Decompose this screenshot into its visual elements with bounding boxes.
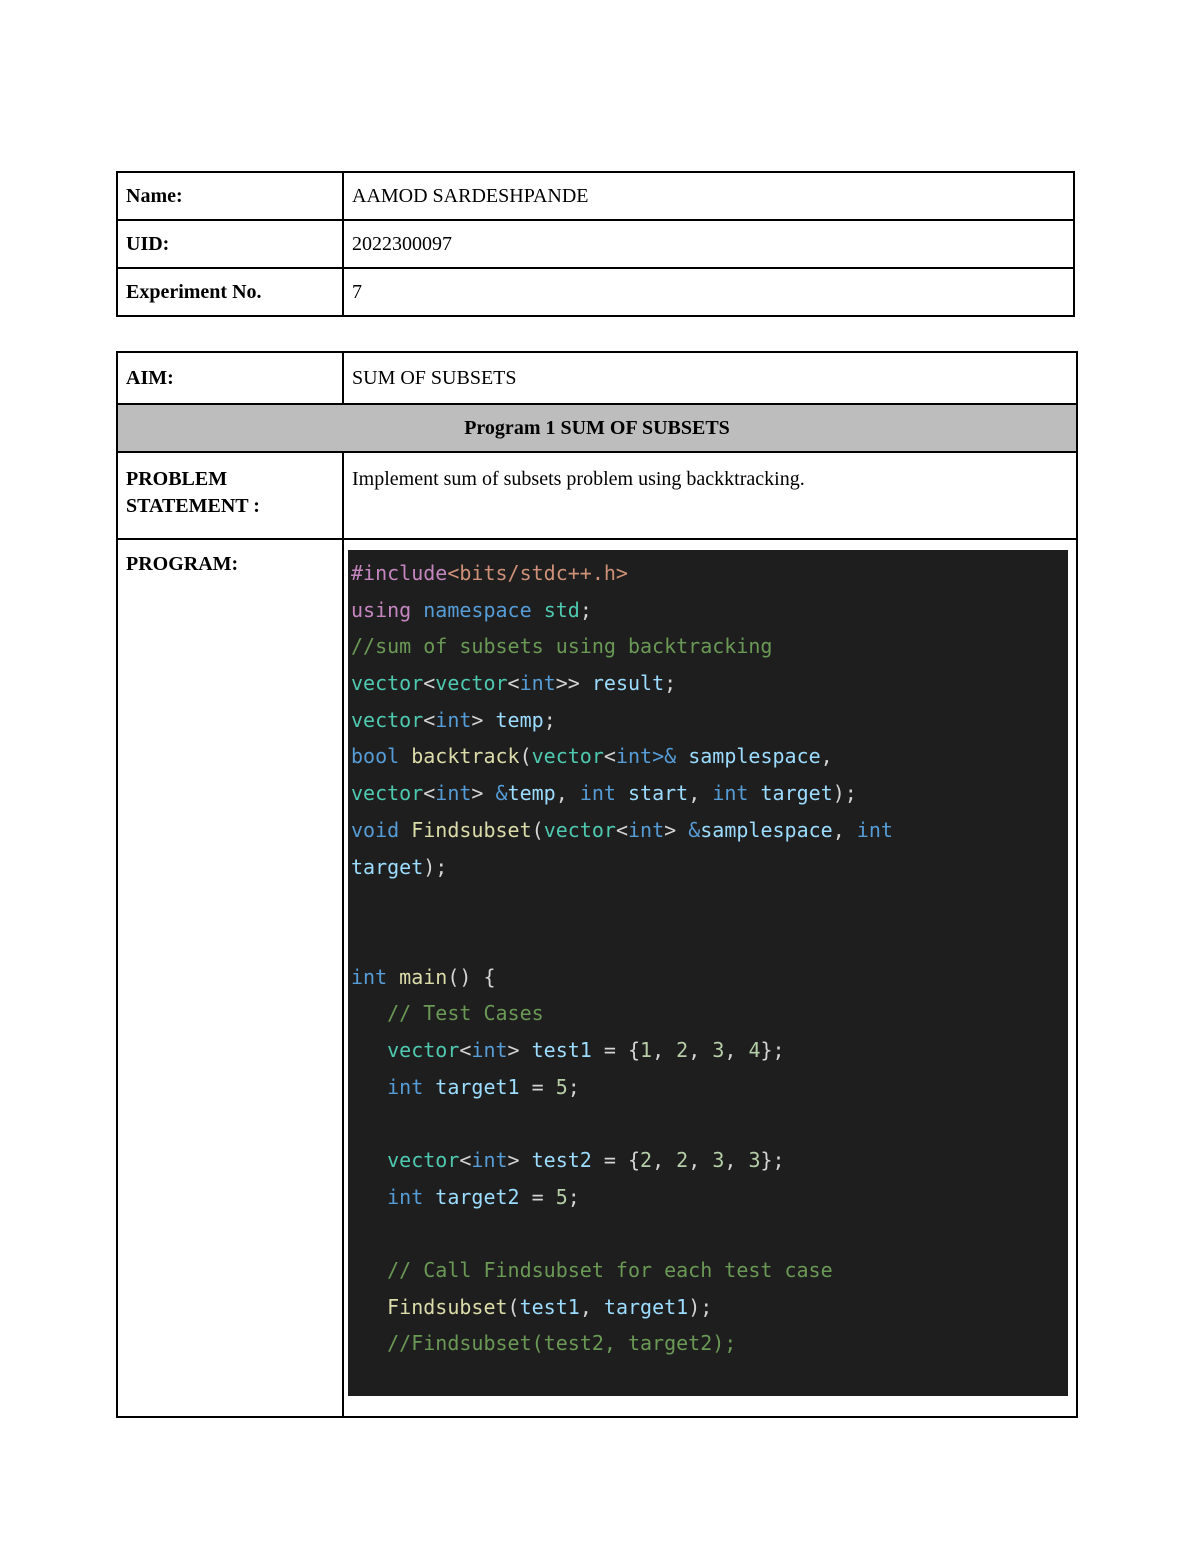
uid-label: UID: — [117, 220, 343, 268]
program-title-row — [117, 404, 1077, 452]
aim-value: SUM OF SUBSETS — [343, 352, 1077, 404]
code-line: target); — [351, 854, 448, 879]
problem-label-line-1: PROBLEM — [126, 468, 228, 490]
program-cell — [343, 539, 1077, 1417]
code-line: // Call Findsubset for each test case — [387, 1258, 833, 1283]
code-line: int target1 = 5; — [387, 1074, 580, 1099]
uid-value: 2022300097 — [343, 220, 1074, 268]
experiment-value: 7 — [343, 268, 1074, 316]
code-line: //Findsubset(test2, target2); — [387, 1331, 737, 1356]
name-label: Name: — [117, 172, 343, 220]
aim-label: AIM: — [117, 352, 343, 404]
code-line: vector<int> test2 = {2, 2, 3, 3}; — [387, 1148, 785, 1172]
code-line: // Test Cases — [387, 1001, 544, 1026]
code-line-blank — [351, 885, 1068, 922]
code-line: vector<int> &temp, int start, int target); — [351, 781, 857, 806]
code-line-blank — [351, 1215, 1068, 1252]
problem-row — [117, 452, 1077, 539]
code-line: void Findsubset(vector<int> &samplespace, int — [351, 817, 893, 842]
aim-row — [117, 352, 1077, 404]
code-line: Findsubset(test1, target1); — [387, 1294, 713, 1319]
program-title: Program 1 SUM OF SUBSETS — [117, 404, 1077, 452]
code-line-blank — [351, 1105, 1068, 1142]
name-row — [117, 172, 1074, 220]
problem-label — [117, 452, 343, 539]
code-block — [348, 550, 1068, 1396]
code-line: vector<int> temp; — [351, 707, 556, 732]
problem-label-line-2: STATEMENT : — [126, 495, 260, 517]
experiment-table — [116, 351, 1078, 1418]
code-line-blank — [351, 922, 1068, 959]
experiment-label: Experiment No. — [117, 268, 343, 316]
code-line: using namespace std; — [351, 597, 592, 622]
program-label: PROGRAM: — [117, 539, 343, 1417]
code-line: vector<vector<int>> result; — [351, 671, 677, 696]
uid-row — [117, 220, 1074, 268]
program-row — [117, 539, 1077, 1417]
code-line: #include<bits/stdc++.h> — [351, 561, 628, 585]
student-info-table — [116, 171, 1075, 317]
code-line: int main() { — [351, 964, 496, 989]
experiment-row — [117, 268, 1074, 316]
name-value: AAMOD SARDESHPANDE — [343, 172, 1074, 220]
code-line: vector<int> test1 = {1, 2, 3, 4}; — [387, 1037, 785, 1062]
code-line: bool backtrack(vector<int>& samplespace, — [351, 744, 833, 769]
code-line: int target2 = 5; — [387, 1184, 580, 1209]
problem-statement: Implement sum of subsets problem using backktracking. — [343, 452, 1077, 539]
code-line: //sum of subsets using backtracking — [351, 634, 773, 659]
